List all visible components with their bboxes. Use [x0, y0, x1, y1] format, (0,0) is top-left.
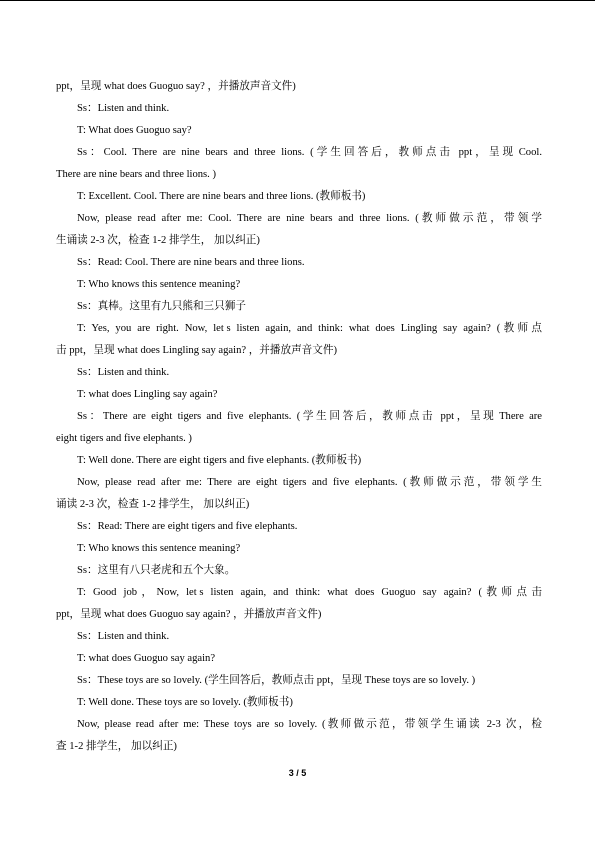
text-line: eight tigers and five elephants. ) [56, 433, 192, 444]
text-line: Ss：There are eight tigers and five elephants. (学生回答后，教师点击 ppt，呈现 There are [77, 411, 542, 422]
text-line: Ss：Cool. There are nine bears and three lions. (学生回答后，教师点击 ppt，呈现 Cool. [77, 147, 542, 158]
text-line: Ss：Read: There are eight tigers and five elephants. [77, 521, 298, 532]
text-line: Ss：真棒。这里有九只熊和三只狮子 [77, 301, 246, 312]
text-line: Ss：Listen and think. [77, 367, 170, 378]
page-top-rule [0, 0, 595, 1]
text-line: T: Yes, you are right. Now, let s listen again, and think: what does Lingling say again? (教师点 [77, 323, 542, 334]
text-line: 诵读 2-3 次，检查 1-2 排学生， 加以纠正) [56, 499, 250, 510]
text-line: T: what does Guoguo say again? [77, 653, 216, 664]
text-line: Ss：Read: Cool. There are nine bears and three lions. [77, 257, 305, 268]
document-body [56, 76, 542, 758]
text-line: Ss：These toys are so lovely. (学生回答后，教师点击 ppt，呈现 These toys are so lovely. ) [77, 675, 476, 686]
text-line: ppt，呈现 what does Guoguo say again? ，并播放声音文件) [56, 609, 322, 620]
text-line: Ss：Listen and think. [77, 103, 170, 114]
text-line: T: Who knows this sentence meaning? [77, 279, 241, 290]
text-line: T: Well done. There are eight tigers and five elephants. (教师板书) [77, 455, 362, 466]
text-line: Ss：这里有八只老虎和五个大象。 [77, 565, 236, 576]
text-line: 击 ppt，呈现 what does Lingling say again? ，并播放声音文件) [56, 345, 337, 356]
text-line: Now, please read after me: Cool. There are nine bears and three lions. (教师做示范，带领学 [77, 213, 542, 224]
text-line: 查 1-2 排学生， 加以纠正) [56, 741, 177, 752]
text-line: There are nine bears and three lions. ) [56, 169, 217, 180]
text-line: T: what does Lingling say again? [77, 389, 218, 400]
text-line: Now, please read after me: These toys are so lovely. (教师做示范，带领学生诵读 2-3 次，检 [77, 719, 542, 730]
page-number: 3 / 5 [288, 768, 307, 778]
text-line: Now, please read after me: There are eight tigers and five elephants. (教师做示范，带领学生 [77, 477, 542, 488]
text-line: Ss：Listen and think. [77, 631, 170, 642]
text-line: 生诵读 2-3 次，检查 1-2 排学生， 加以纠正) [56, 235, 260, 246]
text-line: T: Who knows this sentence meaning? [77, 543, 241, 554]
text-line: T: Good job，Now, let s listen again, and think: what does Guoguo say again? (教师点击 [77, 587, 542, 598]
text-line: T: Well done. These toys are so lovely. (教师板书) [77, 697, 293, 708]
text-line: T: Excellent. Cool. There are nine bears and three lions. (教师板书) [77, 191, 366, 202]
text-line: ppt，呈现 what does Guoguo say? ，并播放声音文件) [56, 81, 296, 92]
text-line: T: What does Guoguo say? [77, 125, 192, 136]
